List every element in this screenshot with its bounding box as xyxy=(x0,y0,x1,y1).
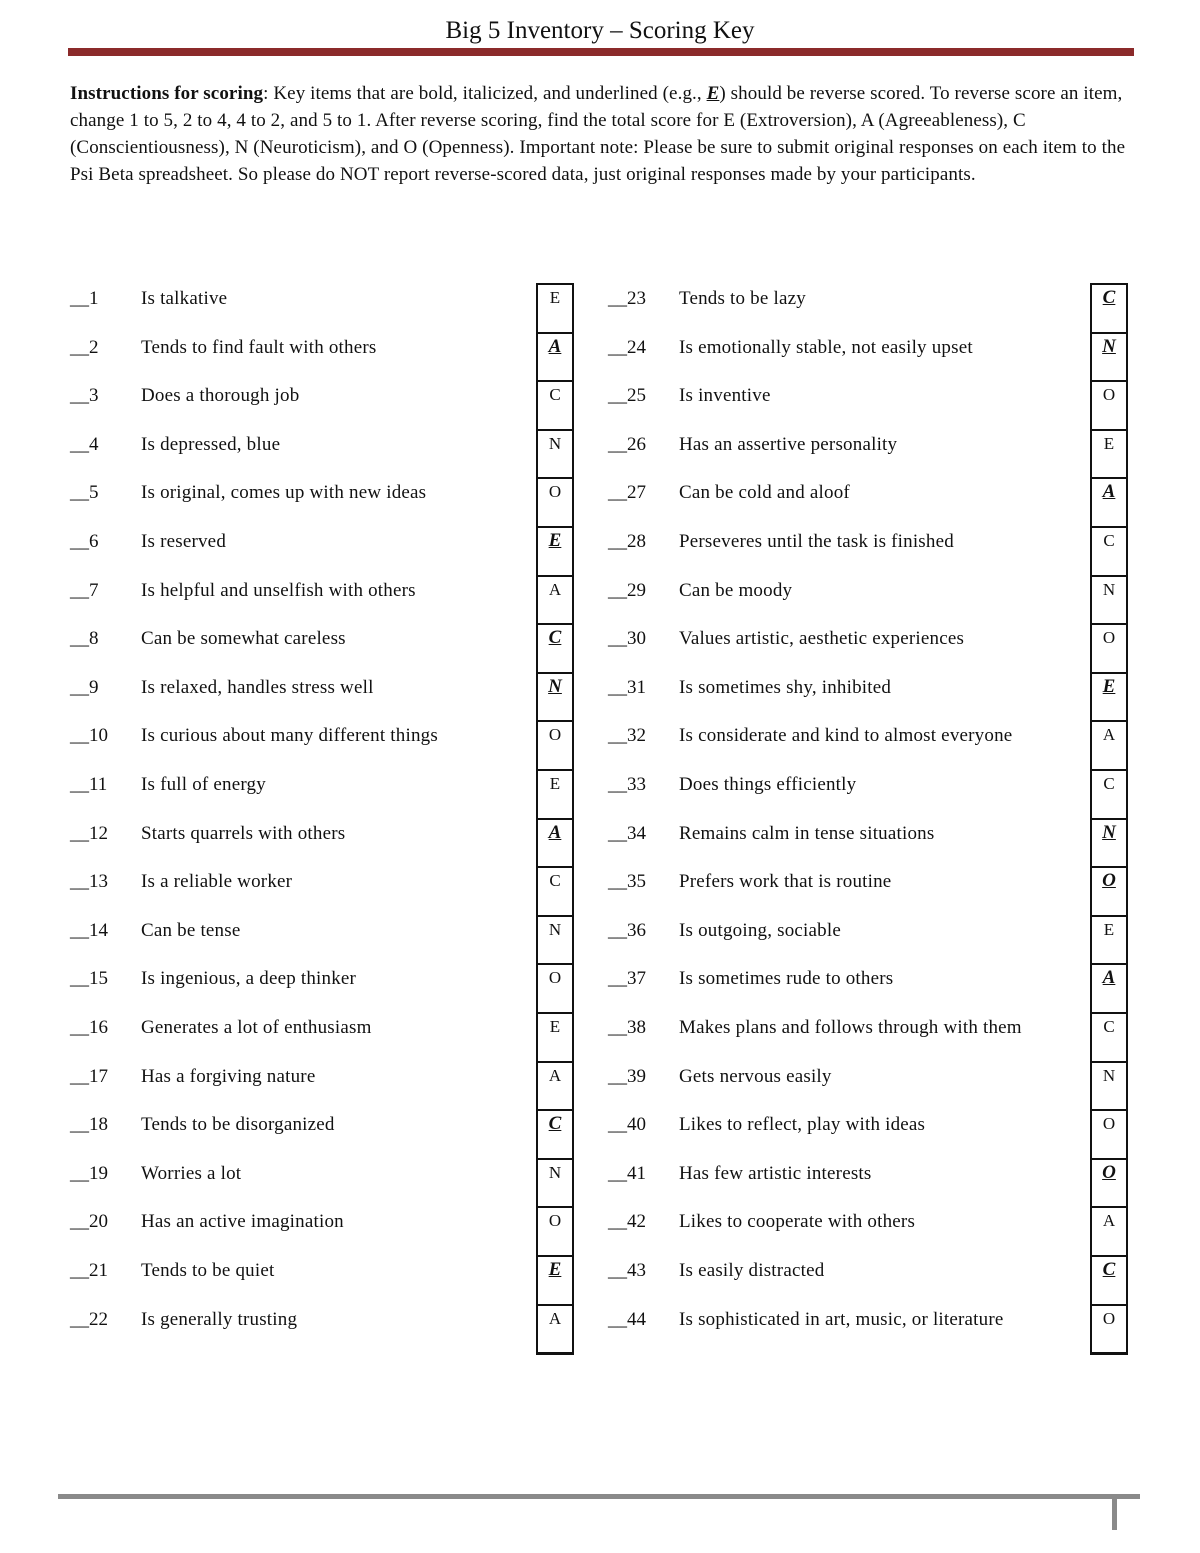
item-row xyxy=(608,1209,1068,1258)
reverse-key-letter: N xyxy=(1092,820,1126,869)
item-text: Tends to be quiet xyxy=(141,1260,275,1281)
key-letter: A xyxy=(1092,722,1126,771)
key-letter: O xyxy=(538,1208,572,1257)
item-text: Can be moody xyxy=(679,579,793,601)
item-response-blank: __31 xyxy=(608,676,646,698)
item-row xyxy=(608,1112,1068,1161)
key-letter: A xyxy=(538,577,572,626)
item-row xyxy=(70,1258,530,1307)
item-response-blank: __33 xyxy=(608,774,646,795)
item-response-blank: __24 xyxy=(608,336,646,358)
item-text: Is considerate and kind to almost everyone xyxy=(679,725,1013,747)
item-row xyxy=(70,286,530,335)
footer-divider xyxy=(58,1494,1140,1499)
item-row xyxy=(608,335,1068,384)
item-text: Has a forgiving nature xyxy=(141,1065,316,1087)
item-response-blank: __27 xyxy=(608,482,646,504)
item-response-blank: __38 xyxy=(608,1017,646,1038)
item-text: Is sometimes shy, inhibited xyxy=(679,676,892,698)
item-text: Is talkative xyxy=(141,288,228,309)
item-row xyxy=(70,529,530,578)
item-response-blank: __26 xyxy=(608,433,646,455)
key-column-left xyxy=(536,283,574,1355)
item-text: Is sometimes rude to others xyxy=(679,968,894,990)
item-row xyxy=(70,1015,530,1064)
key-letter: N xyxy=(1092,1063,1126,1112)
key-letter: N xyxy=(538,431,572,480)
item-response-blank: __7 xyxy=(70,579,99,601)
key-letter: O xyxy=(538,479,572,528)
item-row xyxy=(70,821,530,870)
reverse-key-letter: E xyxy=(538,1257,572,1306)
key-letter: A xyxy=(538,1306,572,1355)
reverse-key-letter: O xyxy=(1092,868,1126,917)
item-response-blank: __15 xyxy=(70,968,108,990)
item-response-blank: __1 xyxy=(70,288,99,309)
key-letter: O xyxy=(1092,1306,1126,1355)
reverse-key-letter: A xyxy=(538,334,572,383)
item-response-blank: __25 xyxy=(608,385,646,407)
item-row xyxy=(608,1015,1068,1064)
item-text: Is inventive xyxy=(679,385,771,407)
item-row xyxy=(70,480,530,529)
key-letter: O xyxy=(538,965,572,1014)
item-text: Likes to cooperate with others xyxy=(679,1211,916,1233)
item-response-blank: __4 xyxy=(70,433,99,455)
reverse-key-letter: O xyxy=(1092,1160,1126,1209)
instructions-label: Instructions for scoring xyxy=(70,83,264,104)
item-row xyxy=(608,626,1068,675)
key-column-right xyxy=(1090,283,1128,1355)
item-response-blank: __5 xyxy=(70,482,99,504)
page-title: Big 5 Inventory – Scoring Key xyxy=(445,17,755,44)
item-row xyxy=(70,1064,530,1113)
item-row xyxy=(70,1112,530,1161)
item-row xyxy=(608,723,1068,772)
item-text: Gets nervous easily xyxy=(679,1065,832,1087)
item-response-blank: __3 xyxy=(70,385,99,407)
reverse-key-letter: C xyxy=(538,625,572,674)
item-response-blank: __29 xyxy=(608,579,646,601)
reverse-key-letter: A xyxy=(538,820,572,869)
item-text: Tends to be disorganized xyxy=(141,1114,335,1136)
item-response-blank: __19 xyxy=(70,1162,108,1184)
item-response-blank: __23 xyxy=(608,288,646,309)
key-letter: O xyxy=(1092,1111,1126,1160)
item-text: Perseveres until the task is finished xyxy=(679,531,954,552)
item-row xyxy=(608,1161,1068,1210)
item-response-blank: __34 xyxy=(608,822,646,844)
item-text: Can be somewhat careless xyxy=(141,628,346,650)
item-response-blank: __30 xyxy=(608,628,646,650)
reverse-key-letter: A xyxy=(1092,479,1126,528)
item-text: Prefers work that is routine xyxy=(679,871,892,893)
item-row xyxy=(608,918,1068,967)
item-response-blank: __17 xyxy=(70,1065,108,1087)
item-response-blank: __14 xyxy=(70,919,108,941)
item-row xyxy=(70,869,530,918)
key-letter: O xyxy=(1092,625,1126,674)
key-letter: A xyxy=(538,1063,572,1112)
item-row xyxy=(70,723,530,772)
item-text: Has an assertive personality xyxy=(679,433,898,455)
item-text: Does things efficiently xyxy=(679,774,857,795)
item-row xyxy=(70,1161,530,1210)
item-response-blank: __41 xyxy=(608,1162,646,1184)
key-letter: E xyxy=(538,285,572,334)
item-response-blank: __9 xyxy=(70,676,99,698)
item-text: Is curious about many different things xyxy=(141,725,438,747)
item-text: Is outgoing, sociable xyxy=(679,919,841,941)
key-letter: C xyxy=(538,868,572,917)
item-row xyxy=(608,1064,1068,1113)
item-text: Likes to reflect, play with ideas xyxy=(679,1114,926,1136)
item-row xyxy=(608,772,1068,821)
item-response-blank: __2 xyxy=(70,336,99,358)
scoring-instructions xyxy=(70,80,1140,188)
item-response-blank: __12 xyxy=(70,822,108,844)
footer-tick xyxy=(1112,1494,1117,1530)
key-letter: N xyxy=(1092,577,1126,626)
reverse-key-letter: N xyxy=(1092,334,1126,383)
reverse-key-letter: C xyxy=(1092,285,1126,334)
key-letter: C xyxy=(1092,528,1126,577)
item-response-blank: __28 xyxy=(608,531,646,552)
item-text: Values artistic, aesthetic experiences xyxy=(679,628,965,650)
instructions-text-2: ) should be reverse scored. To reverse score an item, change 1 to 5, 2 to 4, 4 to 2, and 5 to 1. After reverse scoring, find the total score for E (Extroversion), A (Agreeableness), C (Conscientiousness), N (Neuroticism), and O (Openness). Important note: Please be sure to submit original responses on each item to the Psi Beta spreadsheet. So please do NOT report reverse-scored data, just original responses made by your participants. xyxy=(70,83,1126,185)
item-text: Is easily distracted xyxy=(679,1260,825,1281)
item-row xyxy=(70,1209,530,1258)
item-response-blank: __39 xyxy=(608,1065,646,1087)
item-text: Makes plans and follows through with them xyxy=(679,1017,1022,1038)
item-row xyxy=(70,1307,530,1356)
key-letter: O xyxy=(1092,382,1126,431)
item-text: Is depressed, blue xyxy=(141,433,281,455)
reverse-key-letter: E xyxy=(538,528,572,577)
item-row xyxy=(608,1258,1068,1307)
item-text: Worries a lot xyxy=(141,1162,242,1184)
item-response-blank: __20 xyxy=(70,1211,108,1233)
key-letter: N xyxy=(538,917,572,966)
item-row xyxy=(608,286,1068,335)
item-text: Is relaxed, handles stress well xyxy=(141,676,374,698)
item-row xyxy=(70,335,530,384)
item-response-blank: __10 xyxy=(70,725,108,747)
item-response-blank: __43 xyxy=(608,1260,646,1281)
reverse-key-letter: E xyxy=(1092,674,1126,723)
item-row xyxy=(70,578,530,627)
key-letter: A xyxy=(1092,1208,1126,1257)
item-row xyxy=(70,383,530,432)
item-text: Is generally trusting xyxy=(141,1308,298,1330)
item-row xyxy=(608,480,1068,529)
reverse-score-example: E xyxy=(706,83,720,104)
item-text: Is a reliable worker xyxy=(141,871,293,893)
item-row xyxy=(608,1307,1068,1356)
key-letter: C xyxy=(1092,1014,1126,1063)
item-row xyxy=(70,966,530,1015)
title-divider xyxy=(68,48,1134,56)
reverse-key-letter: C xyxy=(538,1111,572,1160)
item-response-blank: __44 xyxy=(608,1308,646,1330)
key-letter: C xyxy=(1092,771,1126,820)
item-row xyxy=(608,529,1068,578)
key-letter: N xyxy=(538,1160,572,1209)
item-text: Can be tense xyxy=(141,919,241,941)
item-text: Is reserved xyxy=(141,531,227,552)
item-text: Is ingenious, a deep thinker xyxy=(141,968,357,990)
item-row xyxy=(70,772,530,821)
item-response-blank: __37 xyxy=(608,968,646,990)
item-text: Tends to be lazy xyxy=(679,288,806,309)
item-text: Is sophisticated in art, music, or literature xyxy=(679,1308,1004,1330)
item-text: Is helpful and unselfish with others xyxy=(141,579,416,601)
key-letter: E xyxy=(1092,431,1126,480)
item-response-blank: __13 xyxy=(70,871,108,893)
item-text: Is full of energy xyxy=(141,774,266,795)
item-response-blank: __22 xyxy=(70,1308,108,1330)
item-text: Tends to find fault with others xyxy=(141,336,377,358)
item-text: Is original, comes up with new ideas xyxy=(141,482,427,504)
item-row xyxy=(608,966,1068,1015)
item-text: Remains calm in tense situations xyxy=(679,822,935,844)
item-row xyxy=(608,383,1068,432)
item-row xyxy=(608,869,1068,918)
item-text: Does a thorough job xyxy=(141,385,300,407)
item-row xyxy=(608,675,1068,724)
instructions-text-1: : Key items that are bold, italicized, and underlined (e.g., xyxy=(263,83,707,104)
item-text: Has few artistic interests xyxy=(679,1162,872,1184)
item-response-blank: __40 xyxy=(608,1114,646,1136)
key-letter: C xyxy=(538,382,572,431)
item-response-blank: __18 xyxy=(70,1114,108,1136)
item-response-blank: __32 xyxy=(608,725,646,747)
item-response-blank: __16 xyxy=(70,1017,108,1038)
item-response-blank: __21 xyxy=(70,1260,108,1281)
item-row xyxy=(608,432,1068,481)
item-response-blank: __35 xyxy=(608,871,646,893)
item-row xyxy=(70,918,530,967)
key-letter: O xyxy=(538,722,572,771)
item-response-blank: __8 xyxy=(70,628,99,650)
key-letter: E xyxy=(1092,917,1126,966)
reverse-key-letter: N xyxy=(538,674,572,723)
item-response-blank: __42 xyxy=(608,1211,646,1233)
item-row xyxy=(70,432,530,481)
item-row xyxy=(70,626,530,675)
item-text: Can be cold and aloof xyxy=(679,482,850,504)
item-row xyxy=(70,675,530,724)
reverse-key-letter: A xyxy=(1092,965,1126,1014)
item-text: Starts quarrels with others xyxy=(141,822,346,844)
item-response-blank: __11 xyxy=(70,774,108,795)
item-row xyxy=(608,821,1068,870)
reverse-key-letter: C xyxy=(1092,1257,1126,1306)
item-text: Has an active imagination xyxy=(141,1211,344,1233)
item-response-blank: __6 xyxy=(70,531,99,552)
item-row xyxy=(608,578,1068,627)
key-letter: E xyxy=(538,771,572,820)
item-text: Is emotionally stable, not easily upset xyxy=(679,336,973,358)
item-text: Generates a lot of enthusiasm xyxy=(141,1017,372,1038)
item-response-blank: __36 xyxy=(608,919,646,941)
key-letter: E xyxy=(538,1014,572,1063)
